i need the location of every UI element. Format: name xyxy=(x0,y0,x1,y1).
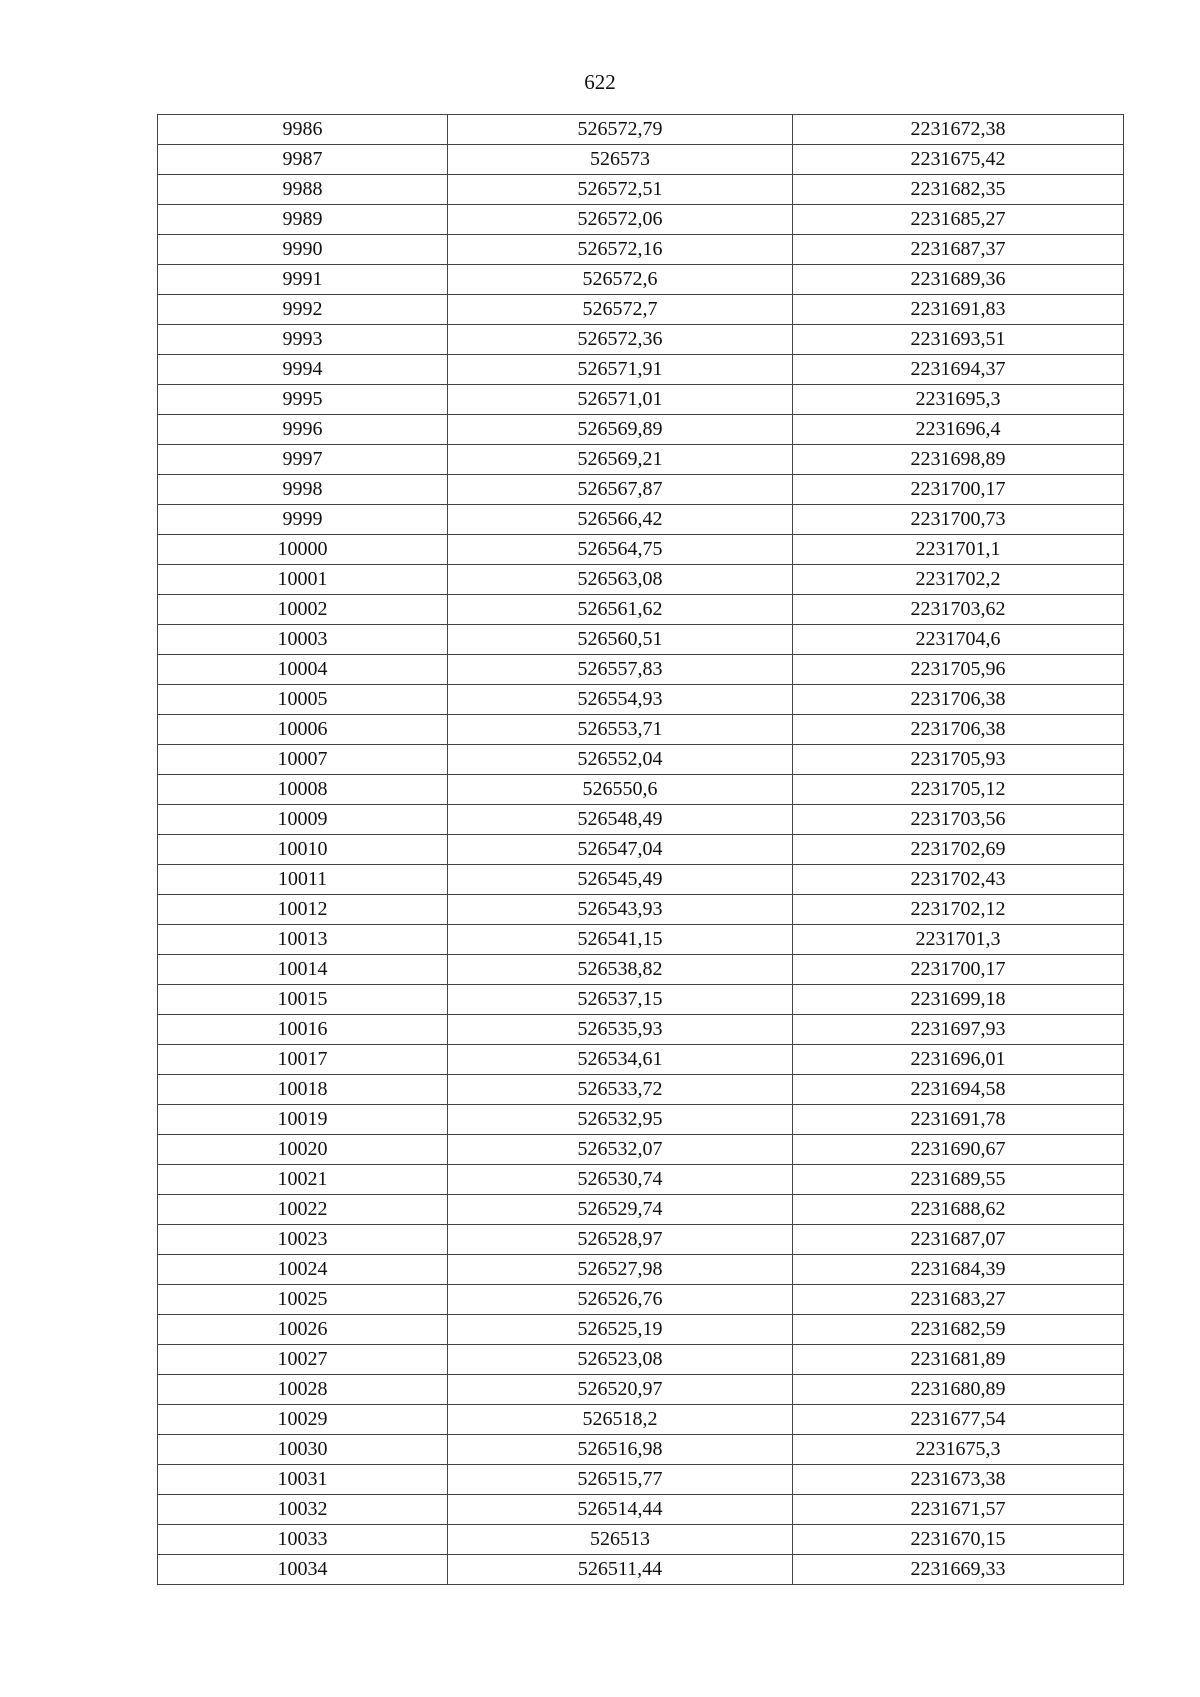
x-coordinate-cell: 526543,93 xyxy=(448,895,793,925)
x-coordinate-cell: 526572,36 xyxy=(448,325,793,355)
point-number-cell: 10031 xyxy=(158,1465,448,1495)
x-coordinate-cell: 526514,44 xyxy=(448,1495,793,1525)
table-row xyxy=(158,1345,1124,1375)
point-number-cell: 10033 xyxy=(158,1525,448,1555)
x-coordinate-cell: 526569,89 xyxy=(448,415,793,445)
table-row xyxy=(158,1435,1124,1465)
y-coordinate-cell: 2231700,17 xyxy=(793,475,1124,505)
x-coordinate-cell: 526541,15 xyxy=(448,925,793,955)
x-coordinate-cell: 526560,51 xyxy=(448,625,793,655)
x-coordinate-cell: 526572,7 xyxy=(448,295,793,325)
table-row xyxy=(158,835,1124,865)
y-coordinate-cell: 2231691,83 xyxy=(793,295,1124,325)
y-coordinate-cell: 2231682,59 xyxy=(793,1315,1124,1345)
x-coordinate-cell: 526526,76 xyxy=(448,1285,793,1315)
x-coordinate-cell: 526533,72 xyxy=(448,1075,793,1105)
y-coordinate-cell: 2231671,57 xyxy=(793,1495,1124,1525)
point-number-cell: 10006 xyxy=(158,715,448,745)
y-coordinate-cell: 2231703,62 xyxy=(793,595,1124,625)
y-coordinate-cell: 2231689,36 xyxy=(793,265,1124,295)
y-coordinate-cell: 2231670,15 xyxy=(793,1525,1124,1555)
coordinates-table-body xyxy=(158,115,1124,1585)
table-row xyxy=(158,1165,1124,1195)
point-number-cell: 10001 xyxy=(158,565,448,595)
y-coordinate-cell: 2231702,69 xyxy=(793,835,1124,865)
point-number-cell: 10014 xyxy=(158,955,448,985)
table-row xyxy=(158,1015,1124,1045)
x-coordinate-cell: 526564,75 xyxy=(448,535,793,565)
coordinates-table xyxy=(157,114,1124,1585)
page-number: 622 xyxy=(584,70,616,94)
y-coordinate-cell: 2231705,93 xyxy=(793,745,1124,775)
table-row xyxy=(158,415,1124,445)
point-number-cell: 9992 xyxy=(158,295,448,325)
x-coordinate-cell: 526518,2 xyxy=(448,1405,793,1435)
point-number-cell: 9990 xyxy=(158,235,448,265)
point-number-cell: 10010 xyxy=(158,835,448,865)
y-coordinate-cell: 2231703,56 xyxy=(793,805,1124,835)
point-number-cell: 10034 xyxy=(158,1555,448,1585)
x-coordinate-cell: 526552,04 xyxy=(448,745,793,775)
y-coordinate-cell: 2231701,1 xyxy=(793,535,1124,565)
table-row xyxy=(158,1495,1124,1525)
table-row xyxy=(158,325,1124,355)
table-row xyxy=(158,535,1124,565)
x-coordinate-cell: 526528,97 xyxy=(448,1225,793,1255)
x-coordinate-cell: 526516,98 xyxy=(448,1435,793,1465)
table-row xyxy=(158,775,1124,805)
y-coordinate-cell: 2231685,27 xyxy=(793,205,1124,235)
y-coordinate-cell: 2231699,18 xyxy=(793,985,1124,1015)
y-coordinate-cell: 2231675,42 xyxy=(793,145,1124,175)
x-coordinate-cell: 526537,15 xyxy=(448,985,793,1015)
point-number-cell: 10009 xyxy=(158,805,448,835)
x-coordinate-cell: 526547,04 xyxy=(448,835,793,865)
y-coordinate-cell: 2231684,39 xyxy=(793,1255,1124,1285)
table-row xyxy=(158,1375,1124,1405)
table-row xyxy=(158,1075,1124,1105)
x-coordinate-cell: 526554,93 xyxy=(448,685,793,715)
y-coordinate-cell: 2231691,78 xyxy=(793,1105,1124,1135)
point-number-cell: 9988 xyxy=(158,175,448,205)
table-row xyxy=(158,205,1124,235)
y-coordinate-cell: 2231690,67 xyxy=(793,1135,1124,1165)
y-coordinate-cell: 2231696,01 xyxy=(793,1045,1124,1075)
table-row xyxy=(158,985,1124,1015)
y-coordinate-cell: 2231700,17 xyxy=(793,955,1124,985)
x-coordinate-cell: 526572,6 xyxy=(448,265,793,295)
table-row xyxy=(158,1105,1124,1135)
x-coordinate-cell: 526534,61 xyxy=(448,1045,793,1075)
table-row xyxy=(158,625,1124,655)
y-coordinate-cell: 2231706,38 xyxy=(793,685,1124,715)
y-coordinate-cell: 2231704,6 xyxy=(793,625,1124,655)
point-number-cell: 10007 xyxy=(158,745,448,775)
y-coordinate-cell: 2231695,3 xyxy=(793,385,1124,415)
y-coordinate-cell: 2231702,12 xyxy=(793,895,1124,925)
y-coordinate-cell: 2231689,55 xyxy=(793,1165,1124,1195)
point-number-cell: 10015 xyxy=(158,985,448,1015)
y-coordinate-cell: 2231705,96 xyxy=(793,655,1124,685)
table-row xyxy=(158,445,1124,475)
point-number-cell: 9997 xyxy=(158,445,448,475)
point-number-cell: 10002 xyxy=(158,595,448,625)
y-coordinate-cell: 2231683,27 xyxy=(793,1285,1124,1315)
point-number-cell: 10023 xyxy=(158,1225,448,1255)
point-number-cell: 9991 xyxy=(158,265,448,295)
x-coordinate-cell: 526520,97 xyxy=(448,1375,793,1405)
table-row xyxy=(158,1465,1124,1495)
table-row xyxy=(158,235,1124,265)
y-coordinate-cell: 2231675,3 xyxy=(793,1435,1124,1465)
y-coordinate-cell: 2231706,38 xyxy=(793,715,1124,745)
table-row xyxy=(158,1045,1124,1075)
x-coordinate-cell: 526572,16 xyxy=(448,235,793,265)
x-coordinate-cell: 526527,98 xyxy=(448,1255,793,1285)
y-coordinate-cell: 2231702,2 xyxy=(793,565,1124,595)
x-coordinate-cell: 526550,6 xyxy=(448,775,793,805)
x-coordinate-cell: 526553,71 xyxy=(448,715,793,745)
y-coordinate-cell: 2231698,89 xyxy=(793,445,1124,475)
table-row xyxy=(158,895,1124,925)
table-row xyxy=(158,385,1124,415)
table-row xyxy=(158,1195,1124,1225)
table-row xyxy=(158,265,1124,295)
table-row xyxy=(158,1255,1124,1285)
point-number-cell: 10005 xyxy=(158,685,448,715)
y-coordinate-cell: 2231687,07 xyxy=(793,1225,1124,1255)
table-row xyxy=(158,175,1124,205)
point-number-cell: 10022 xyxy=(158,1195,448,1225)
point-number-cell: 9999 xyxy=(158,505,448,535)
point-number-cell: 10021 xyxy=(158,1165,448,1195)
x-coordinate-cell: 526571,01 xyxy=(448,385,793,415)
table-row xyxy=(158,1135,1124,1165)
table-row xyxy=(158,1405,1124,1435)
x-coordinate-cell: 526515,77 xyxy=(448,1465,793,1495)
y-coordinate-cell: 2231687,37 xyxy=(793,235,1124,265)
table-row xyxy=(158,475,1124,505)
y-coordinate-cell: 2231672,38 xyxy=(793,115,1124,145)
point-number-cell: 10012 xyxy=(158,895,448,925)
x-coordinate-cell: 526573 xyxy=(448,145,793,175)
y-coordinate-cell: 2231694,58 xyxy=(793,1075,1124,1105)
table-row xyxy=(158,115,1124,145)
point-number-cell: 10027 xyxy=(158,1345,448,1375)
y-coordinate-cell: 2231669,33 xyxy=(793,1555,1124,1585)
point-number-cell: 9994 xyxy=(158,355,448,385)
x-coordinate-cell: 526523,08 xyxy=(448,1345,793,1375)
x-coordinate-cell: 526572,06 xyxy=(448,205,793,235)
table-row xyxy=(158,355,1124,385)
table-row xyxy=(158,1225,1124,1255)
table-row xyxy=(158,655,1124,685)
y-coordinate-cell: 2231688,62 xyxy=(793,1195,1124,1225)
table-row xyxy=(158,565,1124,595)
table-row xyxy=(158,145,1124,175)
table-row xyxy=(158,865,1124,895)
y-coordinate-cell: 2231701,3 xyxy=(793,925,1124,955)
table-row xyxy=(158,685,1124,715)
point-number-cell: 10029 xyxy=(158,1405,448,1435)
x-coordinate-cell: 526535,93 xyxy=(448,1015,793,1045)
point-number-cell: 10024 xyxy=(158,1255,448,1285)
point-number-cell: 10025 xyxy=(158,1285,448,1315)
table-row xyxy=(158,1555,1124,1585)
x-coordinate-cell: 526569,21 xyxy=(448,445,793,475)
x-coordinate-cell: 526525,19 xyxy=(448,1315,793,1345)
x-coordinate-cell: 526572,79 xyxy=(448,115,793,145)
point-number-cell: 10016 xyxy=(158,1015,448,1045)
point-number-cell: 10000 xyxy=(158,535,448,565)
point-number-cell: 10019 xyxy=(158,1105,448,1135)
point-number-cell: 10026 xyxy=(158,1315,448,1345)
point-number-cell: 10003 xyxy=(158,625,448,655)
table-row xyxy=(158,955,1124,985)
table-row xyxy=(158,925,1124,955)
y-coordinate-cell: 2231680,89 xyxy=(793,1375,1124,1405)
y-coordinate-cell: 2231693,51 xyxy=(793,325,1124,355)
point-number-cell: 10018 xyxy=(158,1075,448,1105)
y-coordinate-cell: 2231694,37 xyxy=(793,355,1124,385)
table-row xyxy=(158,1525,1124,1555)
table-row xyxy=(158,715,1124,745)
point-number-cell: 10011 xyxy=(158,865,448,895)
point-number-cell: 9989 xyxy=(158,205,448,235)
x-coordinate-cell: 526557,83 xyxy=(448,655,793,685)
table-row xyxy=(158,805,1124,835)
point-number-cell: 10028 xyxy=(158,1375,448,1405)
x-coordinate-cell: 526529,74 xyxy=(448,1195,793,1225)
x-coordinate-cell: 526548,49 xyxy=(448,805,793,835)
x-coordinate-cell: 526532,07 xyxy=(448,1135,793,1165)
point-number-cell: 10013 xyxy=(158,925,448,955)
point-number-cell: 10020 xyxy=(158,1135,448,1165)
table-row xyxy=(158,295,1124,325)
x-coordinate-cell: 526567,87 xyxy=(448,475,793,505)
point-number-cell: 9986 xyxy=(158,115,448,145)
y-coordinate-cell: 2231673,38 xyxy=(793,1465,1124,1495)
point-number-cell: 10032 xyxy=(158,1495,448,1525)
x-coordinate-cell: 526566,42 xyxy=(448,505,793,535)
y-coordinate-cell: 2231697,93 xyxy=(793,1015,1124,1045)
x-coordinate-cell: 526538,82 xyxy=(448,955,793,985)
x-coordinate-cell: 526563,08 xyxy=(448,565,793,595)
table-row xyxy=(158,595,1124,625)
table-row xyxy=(158,1285,1124,1315)
y-coordinate-cell: 2231682,35 xyxy=(793,175,1124,205)
table-row xyxy=(158,745,1124,775)
point-number-cell: 10008 xyxy=(158,775,448,805)
point-number-cell: 9987 xyxy=(158,145,448,175)
x-coordinate-cell: 526530,74 xyxy=(448,1165,793,1195)
y-coordinate-cell: 2231696,4 xyxy=(793,415,1124,445)
point-number-cell: 9996 xyxy=(158,415,448,445)
y-coordinate-cell: 2231677,54 xyxy=(793,1405,1124,1435)
table-row xyxy=(158,505,1124,535)
x-coordinate-cell: 526572,51 xyxy=(448,175,793,205)
x-coordinate-cell: 526511,44 xyxy=(448,1555,793,1585)
point-number-cell: 10004 xyxy=(158,655,448,685)
point-number-cell: 10017 xyxy=(158,1045,448,1075)
y-coordinate-cell: 2231702,43 xyxy=(793,865,1124,895)
x-coordinate-cell: 526513 xyxy=(448,1525,793,1555)
table-row xyxy=(158,1315,1124,1345)
x-coordinate-cell: 526571,91 xyxy=(448,355,793,385)
y-coordinate-cell: 2231700,73 xyxy=(793,505,1124,535)
point-number-cell: 9998 xyxy=(158,475,448,505)
x-coordinate-cell: 526545,49 xyxy=(448,865,793,895)
y-coordinate-cell: 2231705,12 xyxy=(793,775,1124,805)
point-number-cell: 9993 xyxy=(158,325,448,355)
x-coordinate-cell: 526561,62 xyxy=(448,595,793,625)
x-coordinate-cell: 526532,95 xyxy=(448,1105,793,1135)
point-number-cell: 10030 xyxy=(158,1435,448,1465)
y-coordinate-cell: 2231681,89 xyxy=(793,1345,1124,1375)
point-number-cell: 9995 xyxy=(158,385,448,415)
